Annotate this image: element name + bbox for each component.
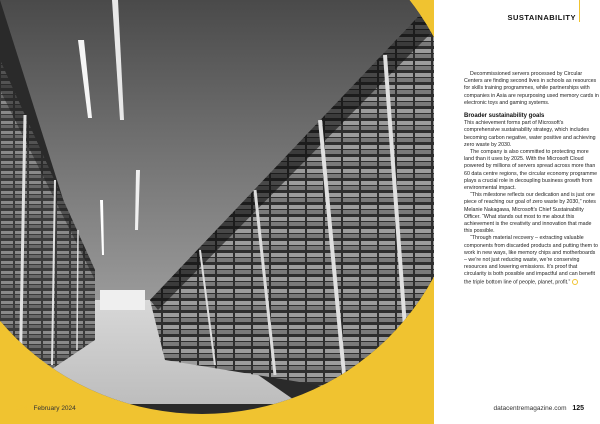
right-footer (494, 405, 585, 412)
section-accent-rule (579, 0, 581, 22)
article-body (464, 71, 599, 286)
article-paragraph: “This milestone reflects our dedication and is just one piece of reaching our goal of zero waste by 2030,” notes Melanie Nakagawa, Microsoft’s Chief Sustainability Officer. “What stands out most to me about this achievement is the creativity and innovation that made this possible. (464, 192, 596, 235)
article-paragraph (464, 235, 599, 286)
right-page (434, 0, 600, 424)
left-footer (16, 405, 76, 412)
article-paragraph-text: “Through material recovery – extracting valuable components from discarded products and putting them to work in new ways, like memory chips and motherboards – we’re not just reducing waste, we’re conserving resources and lowering emissions. It’s proof that circularity is both possible and impactful and can benefit the triple bottom line of people, planet, profit.” (464, 235, 598, 286)
section-label: SUSTAINABILITY (507, 13, 576, 22)
right-page-number: 125 (572, 405, 584, 412)
left-page-number: 124 (16, 405, 28, 412)
article-paragraph: The company is also committed to protecting more land than it uses by 2025. With the Microsoft Cloud powered by millions of servers spread across more than 60 data centre regions, the circular economy programme plays a crucial role in decoupling business growth from environmental impact. (464, 149, 598, 192)
issue-date: February 2024 (33, 405, 76, 412)
article-subheading: Broader sustainability goals (464, 113, 545, 120)
article-paragraph: This achievement forms part of Microsoft’s comprehensive sustainability strategy, which includes becoming carbon negative, water positive and achieving zero waste by 2030. (464, 120, 596, 148)
website-link[interactable]: datacentremagazine.com (493, 405, 567, 412)
article-paragraph: Decommissioned servers processed by Circular Centers are finding second lives in schools as resources for skills training programmes, while partnerships with companies in Asia are repurposing used memory cards in electronic toys and gaming systems. (464, 71, 599, 106)
end-mark-icon (572, 279, 578, 285)
